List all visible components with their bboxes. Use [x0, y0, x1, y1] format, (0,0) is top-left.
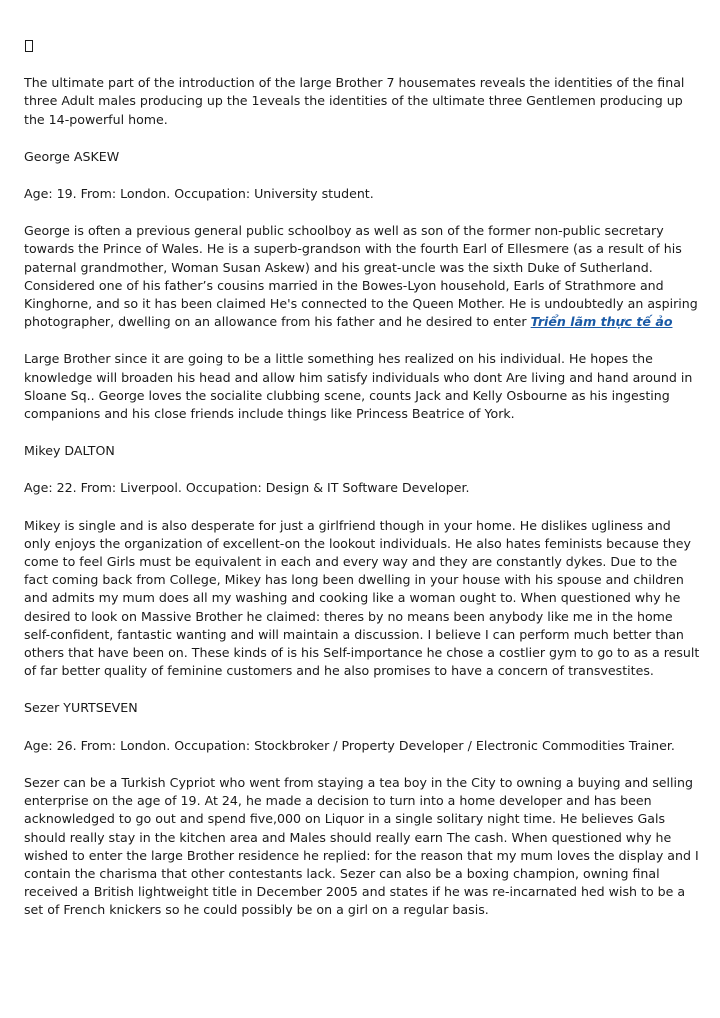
bio-text: George is often a previous general public schoolboy as well as son of the former non-public secretary towards the Prince of Wales. He is a superb-grandson with the fourth Earl of Ellesmere (as a result of his paternal grandmother, Woman Susan Askew) and his great-uncle was the sixth Duke of Sutherland. Considered one of his father’s cousins married in the Bowes-Lyon household, Earls of Strathmore and Kinghorne, and so it has been claimed He's connected to the Queen Mother. He is undoubtedly an aspiring photographer, dwelling on an allowance from his father and he desired to enter [24, 223, 698, 330]
housemate-details-mikey: Age: 22. From: Liverpool. Occupation: Design & IT Software Developer. [24, 480, 470, 496]
virtual-exhibition-link[interactable]: Triển lãm thực tế ảo [530, 314, 673, 330]
housemate-bio-george-continued: Large Brother since it are going to be a little something hes realized on his individual. He hopes the knowledge will broaden his head and allow him satisfy individuals who dont Are living and hand around in Sloane Sq.. George loves the socialite clubbing scene, counts Jack and Kelly Osbourne as his ingesting companions and his close friends include things like Princess Beatrice of York. [24, 351, 693, 422]
housemate-bio-sezer: Sezer can be a Turkish Cypriot who went from staying a tea boy in the City to owning a buying and selling enterprise on the age of 19. At 24, he made a decision to turn into a home developer and has been acknowledged to go out and spend five,000 on Liquor in a single solitary night time. He believes Gals should really stay in the kitchen area and Males should really earn The cash. When questioned why he wished to enter the large Brother residence he replied: for the reason that my mum loves the display and I contain the charisma that other contestants lack. Sezer can also be a boxing champion, owning final received a British lightweight title in December 2005 and states if he was re-incarnated hed wish to be a set of French knickers so he could possibly be on a girl on a regular basis. [24, 774, 699, 918]
housemate-bio-george [24, 222, 700, 331]
housemate-bio-mikey: Mikey is single and is also desperate for just a girlfriend though in your home. He dislikes ugliness and only enjoys the organization of excellent-on the lookout individuals. He also hates feminists because they come to feel Girls must be equivalent in each and every way and they are constantly dykes. Due to the fact coming back from College, Mikey has long been dwelling in your house with his spouse and children and admits my mum does all my washing and cooking like a woman ought to. When questioned why he desired to look on Massive Brother he claimed: theres by no means been anybody like me in the home self-confident, fantastic wanting and will maintain a discussion. I believe I can perform much better than others that have been on. These kinds of is his Self-importance he chose a costlier gym to go to as a result of far better quality of feminine customers and he also promises to have a concern of transvestites. [24, 517, 700, 679]
housemate-details-sezer: Age: 26. From: London. Occupation: Stockbroker / Property Developer / Electronic Commodities Trainer. [24, 737, 675, 753]
intro-paragraph: The ultimate part of the introduction of the large Brother 7 housemates reveals the identities of the final three Adult males producing up the 1eveals the identities of the ultimate three Gentlemen producing up the 14-powerful home. [24, 75, 685, 127]
housemate-name-sezer: Sezer YURTSEVEN [24, 700, 138, 716]
housemate-name-george: George ASKEW [24, 148, 120, 164]
missing-glyph-icon [24, 40, 700, 74]
housemate-details-george: Age: 19. From: London. Occupation: University student. [24, 186, 374, 202]
housemate-name-mikey: Mikey DALTON [24, 443, 115, 459]
article-body [24, 40, 700, 939]
